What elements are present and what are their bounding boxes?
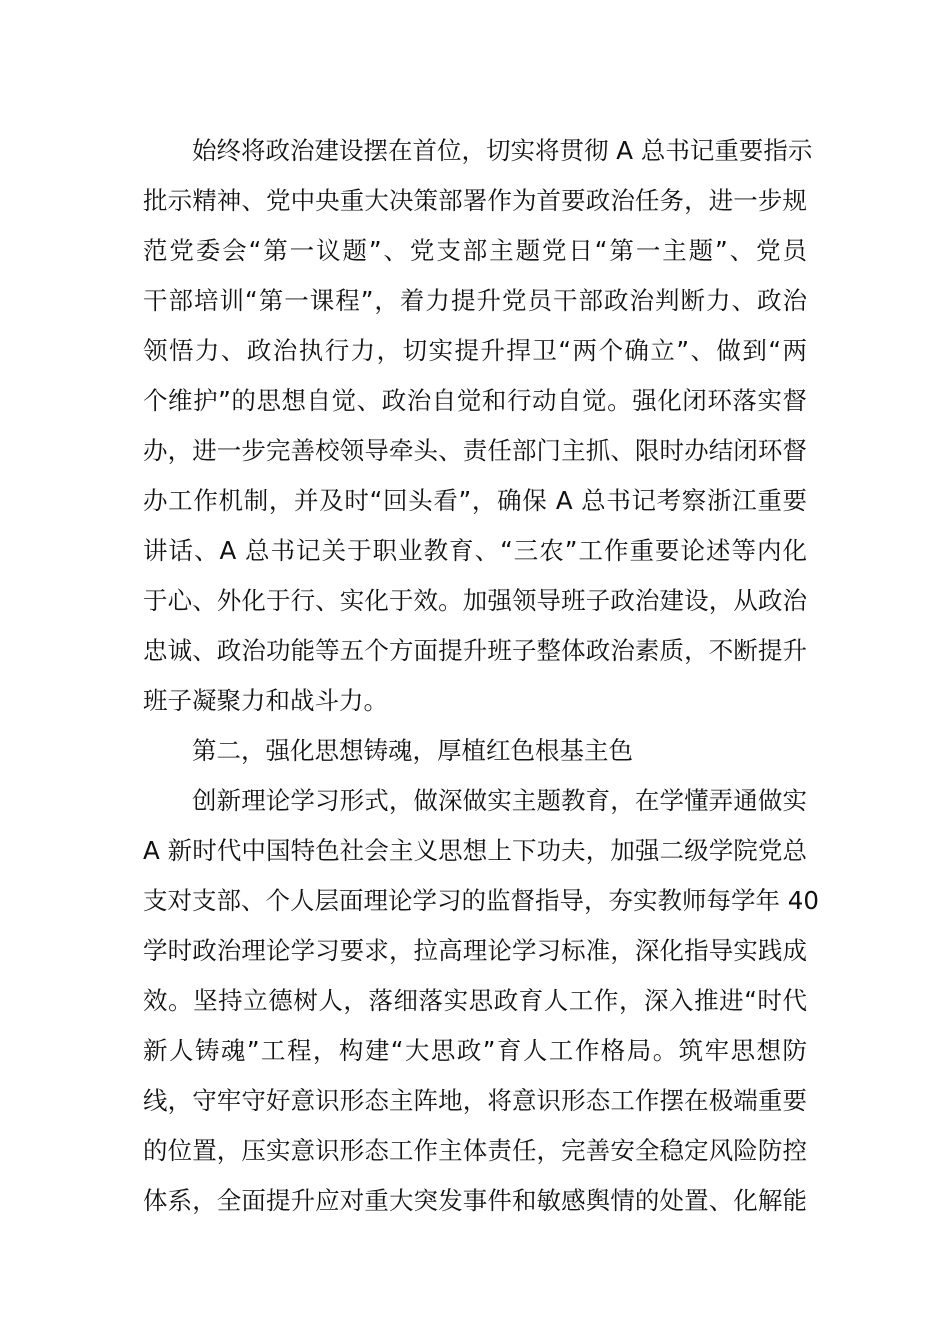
paragraph-2-line-1: 创新理论学习形式，做深做实主题教育，在学懂弄通做实 [192,786,807,815]
paragraph-2-line-2: A 新时代中国特色社会主义思想上下功夫，加强二级学院党总 [143,836,807,865]
paragraph-2-line-9: 体系，全面提升应对重大突发事件和敏感舆情的处置、化解能 [143,1186,807,1215]
paragraph-2-line-4: 学时政治理论学习要求，拉高理论学习标准，深化指导实践成 [143,936,807,965]
paragraph-2-line-7: 线，守牢守好意识形态主阵地，将意识形态工作摆在极端重要 [143,1086,807,1115]
paragraph-1-line-10: 于心、外化于行、实化于效。加强领导班子政治建设，从政治 [143,586,807,615]
paragraph-1-line-11: 忠诚、政治功能等五个方面提升班子整体政治素质，不断提升 [143,636,807,665]
paragraph-1-line-3: 范党委会“第一议题”、党支部主题党日“第一主题”、党员 [143,236,807,265]
paragraph-2-line-8: 的位置，压实意识形态工作主体责任，完善安全稳定风险防控 [143,1136,807,1165]
paragraph-1-line-8: 办工作机制，并及时“回头看”，确保 A 总书记考察浙江重要 [143,486,807,515]
paragraph-1-line-2: 批示精神、党中央重大决策部署作为首要政治任务，进一步规 [143,186,807,215]
paragraph-1-line-5: 领悟力、政治执行力，切实提升捍卫“两个确立”、做到“两 [143,336,807,365]
paragraph-1-line-7: 办，进一步完善校领导牵头、责任部门主抓、限时办结闭环督 [143,436,807,465]
paragraph-1-line-4: 干部培训“第一课程”，着力提升党员干部政治判断力、政治 [143,286,807,315]
paragraph-1-line-12: 班子凝聚力和战斗力。 [143,686,388,715]
paragraph-2-line-6: 新人铸魂”工程，构建“大思政”育人工作格局。筑牢思想防 [143,1036,807,1065]
paragraph-2-line-3: 支对支部、个人层面理论学习的监督指导，夯实教师每学年 40 [143,886,819,915]
document-body [143,126,819,1226]
paragraph-1-line-9: 讲话、A 总书记关于职业教育、“三农”工作重要论述等内化 [143,536,807,565]
paragraph-1-line-6: 个维护”的思想自觉、政治自觉和行动自觉。强化闭环落实督 [143,386,807,415]
paragraph-2-line-5: 效。坚持立德树人，落细落实思政育人工作，深入推进“时代 [143,986,807,1015]
paragraph-1-line-1: 始终将政治建设摆在首位，切实将贯彻 A 总书记重要指示 [192,136,813,165]
section-heading: 第二，强化思想铸魂，厚植红色根基主色 [192,736,633,765]
